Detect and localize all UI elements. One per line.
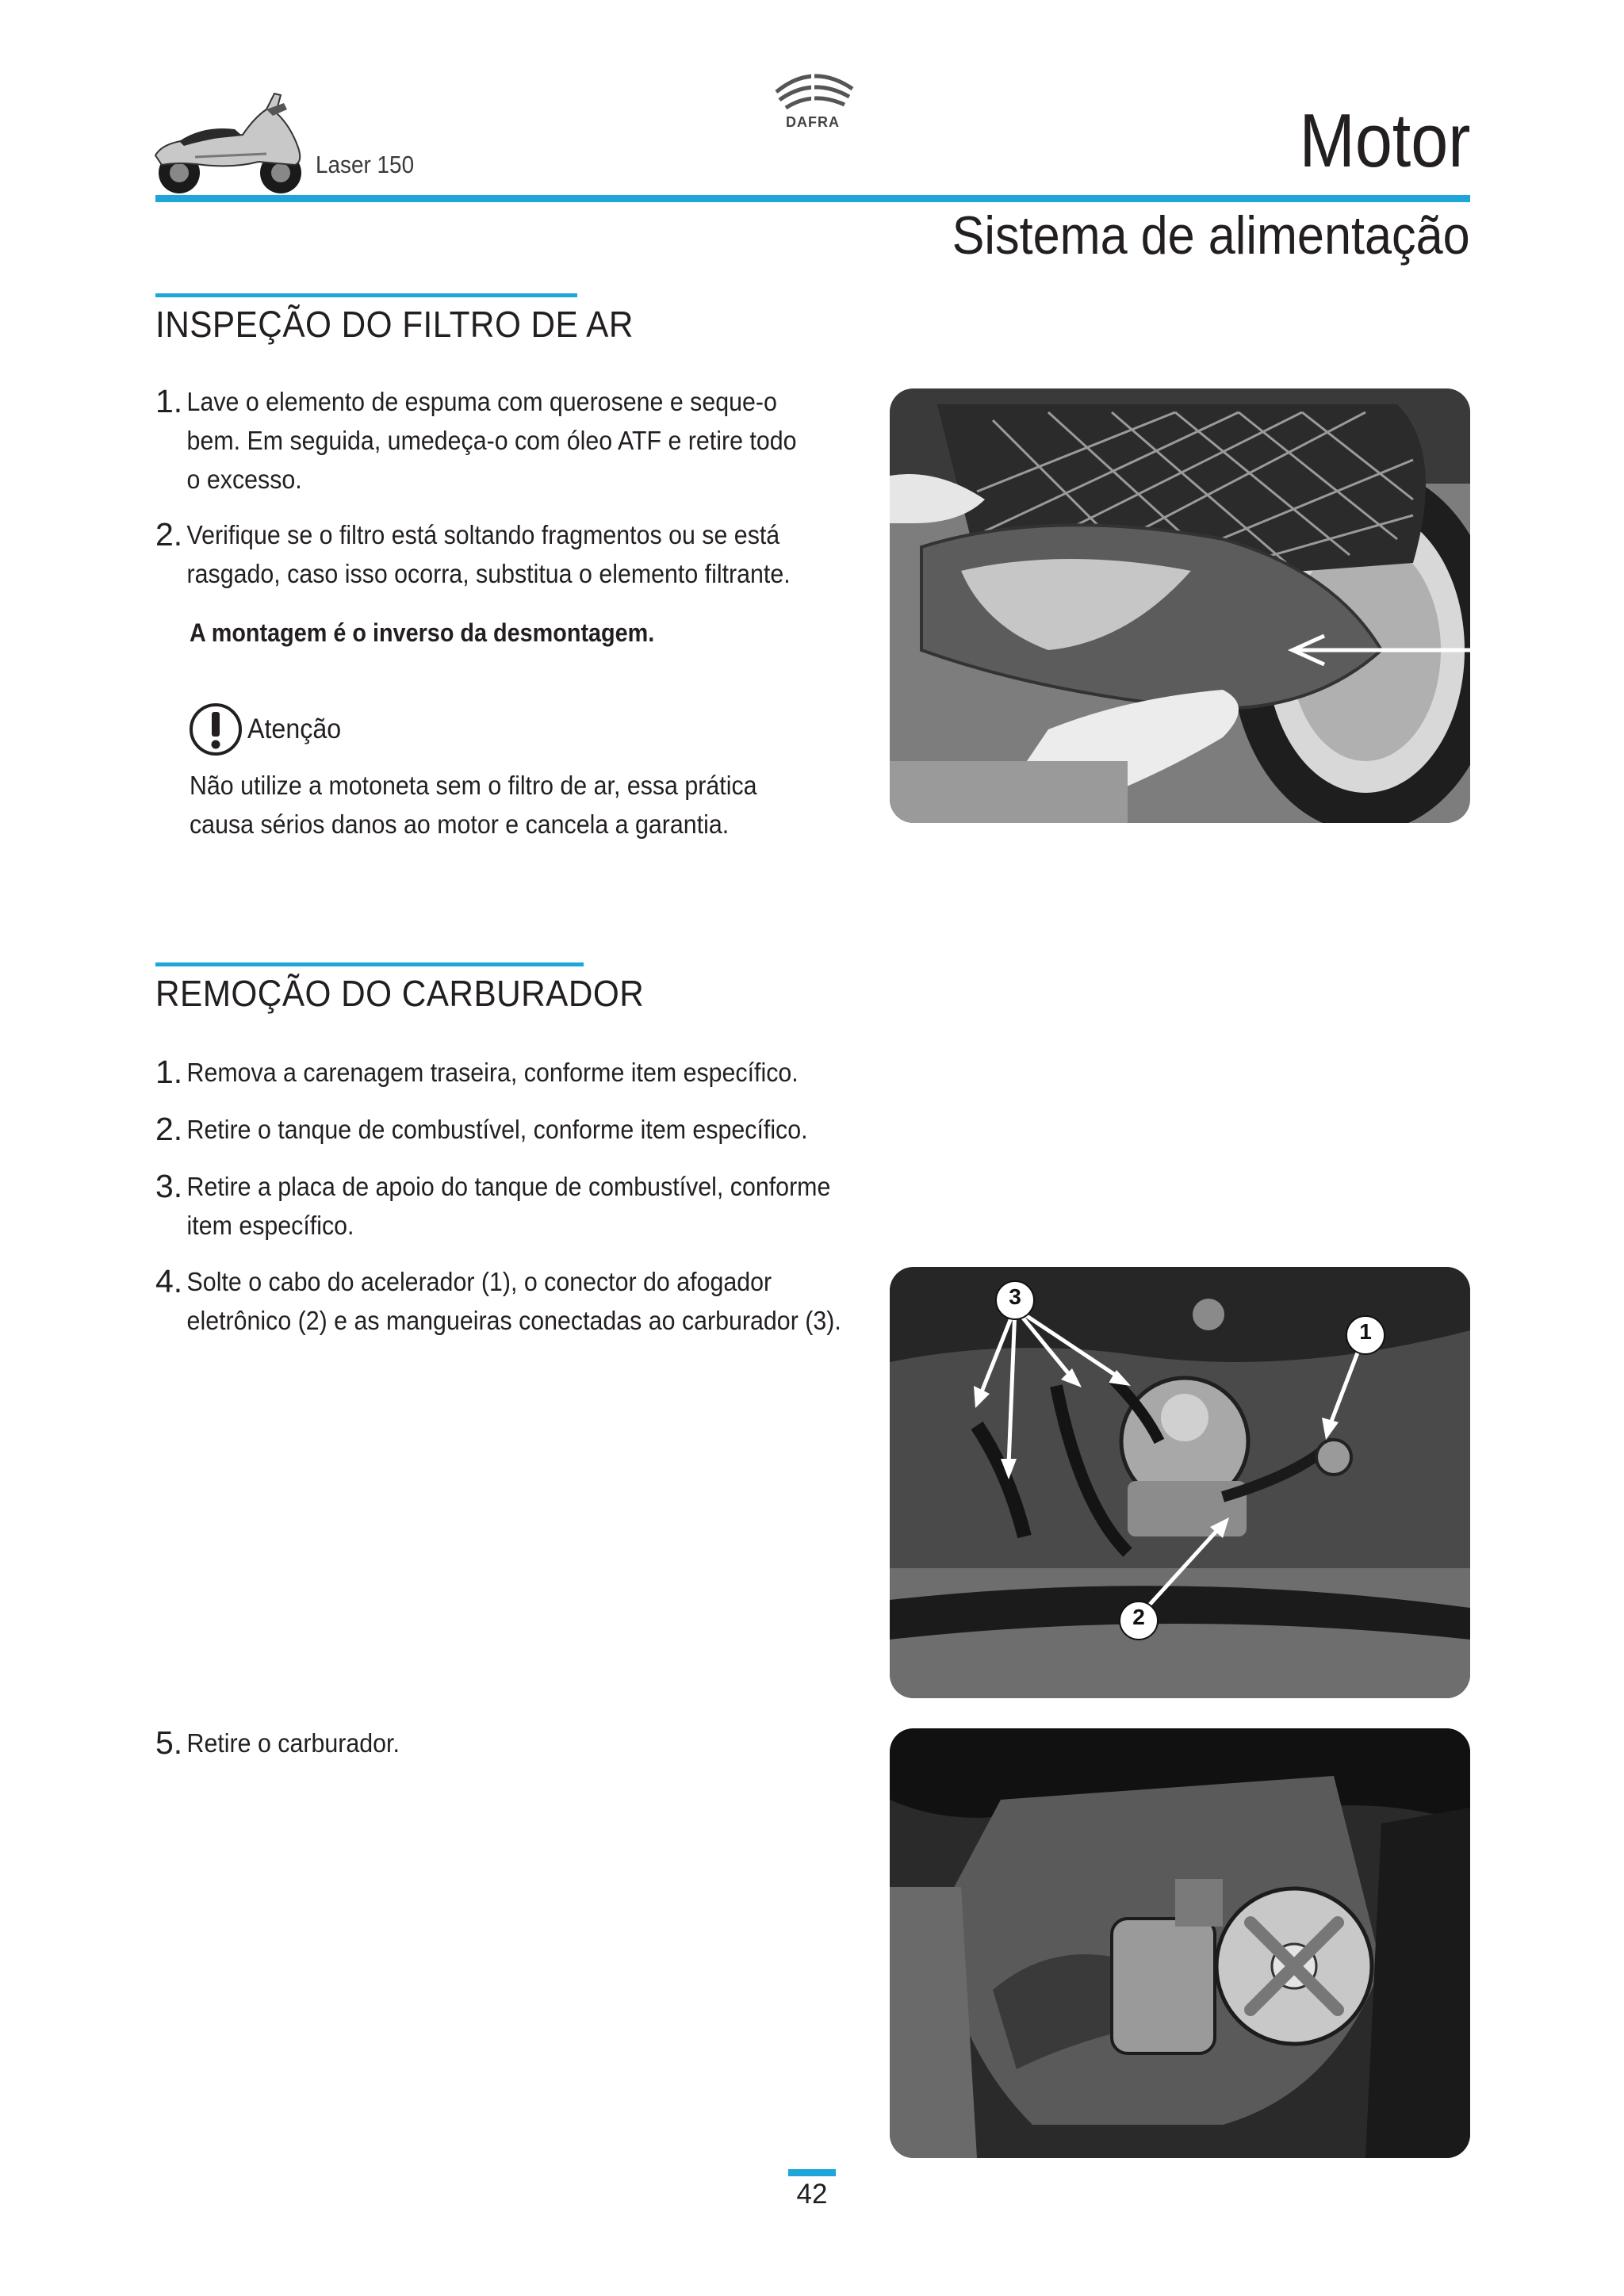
step-number: 5. xyxy=(155,1724,183,1761)
step-line: item específico. xyxy=(186,1211,354,1240)
step-text xyxy=(155,1724,865,1762)
step-number: 2. xyxy=(155,516,183,553)
step-text xyxy=(155,382,865,499)
page-number-accent xyxy=(788,2169,836,2176)
heading-accent-rule xyxy=(155,962,584,966)
air-filter-photo xyxy=(890,388,1470,823)
carburetor-step-2 xyxy=(155,1110,869,1149)
attention-text xyxy=(190,766,787,844)
callout-label-2: 2 xyxy=(1132,1605,1145,1629)
scooter-illustration xyxy=(147,86,314,197)
header-divider xyxy=(155,195,1470,202)
step-text xyxy=(155,515,865,593)
step-number: 1. xyxy=(155,383,183,419)
assembly-note: A montagem é o inverso da desmontagem. xyxy=(190,618,655,647)
step-line: Solte o cabo do acelerador (1), o conector do afogador xyxy=(186,1267,772,1296)
step-line: bem. Em seguida, umedeça-o com óleo ATF e retire todo xyxy=(186,426,797,455)
callout-label-1: 1 xyxy=(1359,1319,1372,1344)
carburetor-step-4 xyxy=(155,1262,869,1340)
heading-accent-rule xyxy=(155,293,577,297)
air-filter-heading: INSPEÇÃO DO FILTRO DE AR xyxy=(155,304,634,345)
carburetor-removal-photo xyxy=(890,1728,1470,2158)
attention-label: Atenção xyxy=(247,714,342,744)
step-number: 3. xyxy=(155,1168,183,1204)
exclamation-circle-icon xyxy=(188,702,243,757)
step-line: o excesso. xyxy=(186,465,302,494)
step-text xyxy=(155,1262,865,1340)
chapter-title: Motor xyxy=(1299,98,1470,183)
step-line: eletrônico (2) e as mangueiras conectadas ao carburador (3). xyxy=(186,1306,841,1335)
carburetor-heading: REMOÇÃO DO CARBURADOR xyxy=(155,973,645,1014)
step-number: 1. xyxy=(155,1054,183,1090)
section-title: Sistema de alimentação xyxy=(952,205,1470,266)
step-number: 2. xyxy=(155,1111,183,1147)
step-line: Retire o tanque de combustível, conforme item específico. xyxy=(186,1115,808,1144)
attention-line: Não utilize a motoneta sem o filtro de ar, essa prática xyxy=(190,771,757,800)
step-line: Lave o elemento de espuma com querosene e seque-o xyxy=(186,387,777,416)
carburetor-step-1 xyxy=(155,1053,869,1092)
carburetor-step-5 xyxy=(155,1724,869,1762)
step-line: Verifique se o filtro está soltando fragmentos ou se está xyxy=(186,520,780,549)
step-line: Retire a placa de apoio do tanque de combustível, conforme xyxy=(186,1172,831,1201)
step-line: Remova a carenagem traseira, conforme item específico. xyxy=(186,1058,799,1087)
step-line: rasgado, caso isso ocorra, substitua o elemento filtrante. xyxy=(186,559,791,588)
carburetor-step-3 xyxy=(155,1167,869,1245)
step-line: Retire o carburador. xyxy=(186,1728,400,1758)
callout-label-3: 3 xyxy=(1009,1284,1021,1309)
air-filter-step-2 xyxy=(155,515,869,593)
brand-name: DAFRA xyxy=(786,114,840,130)
attention-line: causa sérios danos ao motor e cancela a garantia. xyxy=(190,809,730,839)
step-text xyxy=(155,1053,865,1092)
step-number: 4. xyxy=(155,1263,183,1299)
air-filter-step-1 xyxy=(155,382,869,499)
page-number: 42 xyxy=(796,2179,828,2210)
step-text xyxy=(155,1110,865,1149)
carburetor-connections-photo xyxy=(890,1267,1470,1698)
step-text xyxy=(155,1167,865,1245)
model-name: Laser 150 xyxy=(316,151,415,178)
brand-logo xyxy=(765,57,860,135)
